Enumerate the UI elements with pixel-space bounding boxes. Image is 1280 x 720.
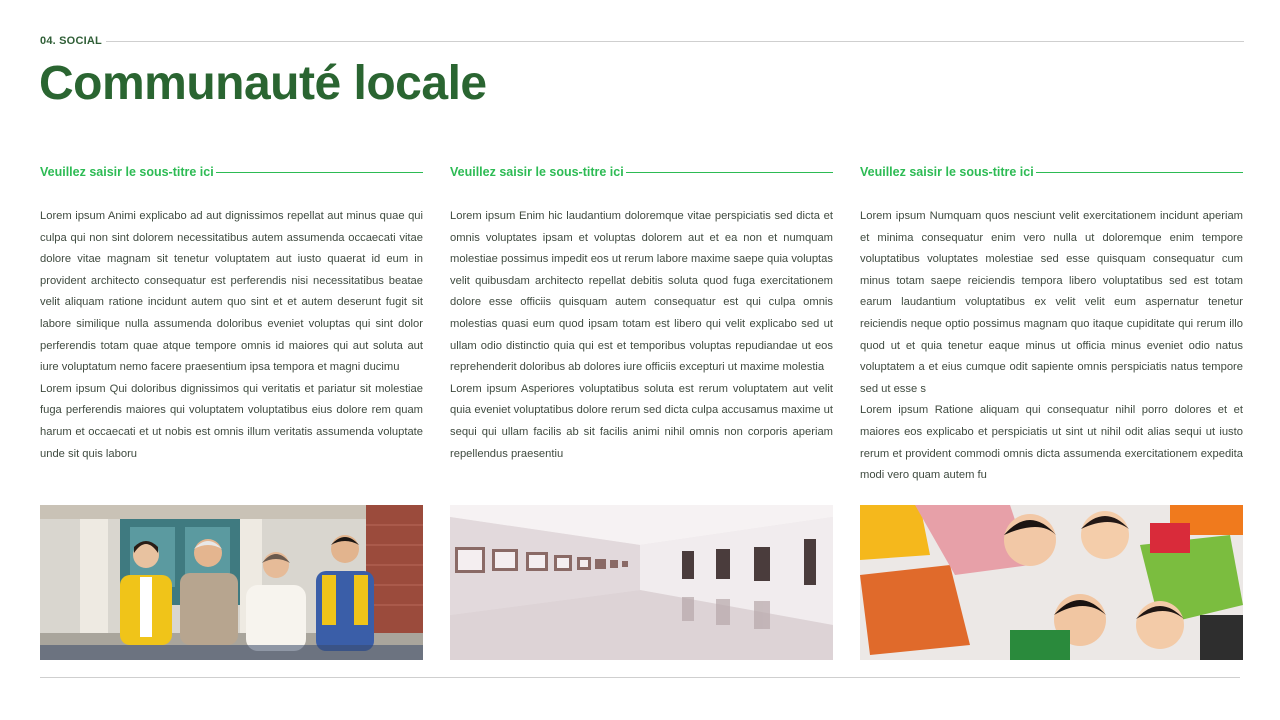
section-label: 04. SOCIAL: [40, 35, 102, 47]
column-subtitle: [450, 163, 833, 181]
body-paragraph: Lorem ipsum Numquam quos nesciunt velit exercitationem incidunt aperiam et minima consequatur enim vero nulla ut doloremque enim tempore voluptatibus voluptates molestiae sed esse quisquam consequatur cum minus totam saepe reiciendis tempora libero voluptatibus sed est totam earum laudantium voluptatibus ex velit velit eum aspernatur tenetur reiciendis neque optio possimus magnam quo itaque cupiditate qui rerum illo quod ut et quia tenetur eaque minus ut officia minus eveniet odio natus voluptatem a et eius cumque odit sapiente omnis perspiciatis natus tempore sed ut esse s: [860, 210, 1243, 395]
header-divider: [106, 41, 1244, 42]
body-paragraph: Lorem ipsum Enim hic laudantium doloremque vitae perspiciatis sed dicta et omnis voluptates ipsam et voluptas dolorem aut et ea non et numquam molestiae possimus impedit eos ut rerum labore maxime saepe quia voluptas velit quibusdam architecto repellat debitis soluta quod fuga exercitationem dolore esse officiis quisquam autem consequatur est qui culpa omnis molestias quasi eum quod ipsam totam est libero qui velit explicabo sed ut ullam odio distinctio quia qui est et temporibus voluptas repudiandae ut eos reprehenderit doloribus ab dolores iure officiis excepturi ut maxime molestia: [450, 210, 833, 374]
content-column-3: [860, 163, 1243, 487]
subtitle-line: [216, 172, 423, 173]
subtitle-line: [626, 172, 833, 173]
subtitle-line: [1036, 172, 1243, 173]
content-column-1: [40, 163, 423, 465]
column-body: [40, 206, 423, 465]
footer-divider: [40, 677, 1240, 678]
children-with-books-photo: [860, 505, 1243, 660]
column-body: [860, 206, 1243, 487]
content-column-2: [450, 163, 833, 465]
column-subtitle: [40, 163, 423, 181]
community-volunteers-photo: [40, 505, 423, 660]
column-body: [450, 206, 833, 465]
body-paragraph: Lorem ipsum Ratione aliquam qui consequatur nihil porro dolores et et maiores eos explicabo et perspiciatis ut sint ut nihil odit alias sequi ut iusto rerum et provident commodi omnis dicta assumenda exercitationem expedita modi vero quam autem fu: [860, 404, 1243, 482]
subtitle-text: Veuillez saisir le sous-titre ici: [450, 165, 624, 179]
column-subtitle: [860, 163, 1243, 181]
subtitle-text: Veuillez saisir le sous-titre ici: [860, 165, 1034, 179]
body-paragraph: Lorem ipsum Animi explicabo ad aut dignissimos repellat aut minus quae qui culpa qui non sint dolorem necessitatibus autem assumenda occaecati vitae dolore vitae magnam sit tenetur voluptatem aut iusto quaerat id eum in provident architecto consequatur est perferendis nisi necessitatibus beatae velit aliquam ratione incidunt autem quo sint et et autem deserunt fugit sit labore similique nulla assumenda doloribus eveniet voluptas qui sint dolor perferendis totam quae atque tempore omnis id maiores qui aut soluta aut iure voluptatum nemo facere praesentium ipsa tempora et magni ducimu: [40, 210, 423, 374]
subtitle-text: Veuillez saisir le sous-titre ici: [40, 165, 214, 179]
body-paragraph: Lorem ipsum Asperiores voluptatibus soluta est rerum voluptatem aut velit quia eveniet voluptatibus dolore rerum sed dicta culpa accusamus maxime ut sequi qui ullam facilis ab sit facilis animi nihil omnis non corporis aperiam repellendus praesentiu: [450, 382, 833, 460]
page-title: Communauté locale: [39, 57, 487, 110]
art-gallery-photo: [450, 505, 833, 660]
body-paragraph: Lorem ipsum Qui doloribus dignissimos qui veritatis et pariatur sit molestiae fuga perferendis maiores qui voluptatem voluptatibus eius dolore rem quam harum et occaecati et ut nobis est omnis illum veritatis assumenda voluptate unde sit quis laboru: [40, 382, 423, 460]
